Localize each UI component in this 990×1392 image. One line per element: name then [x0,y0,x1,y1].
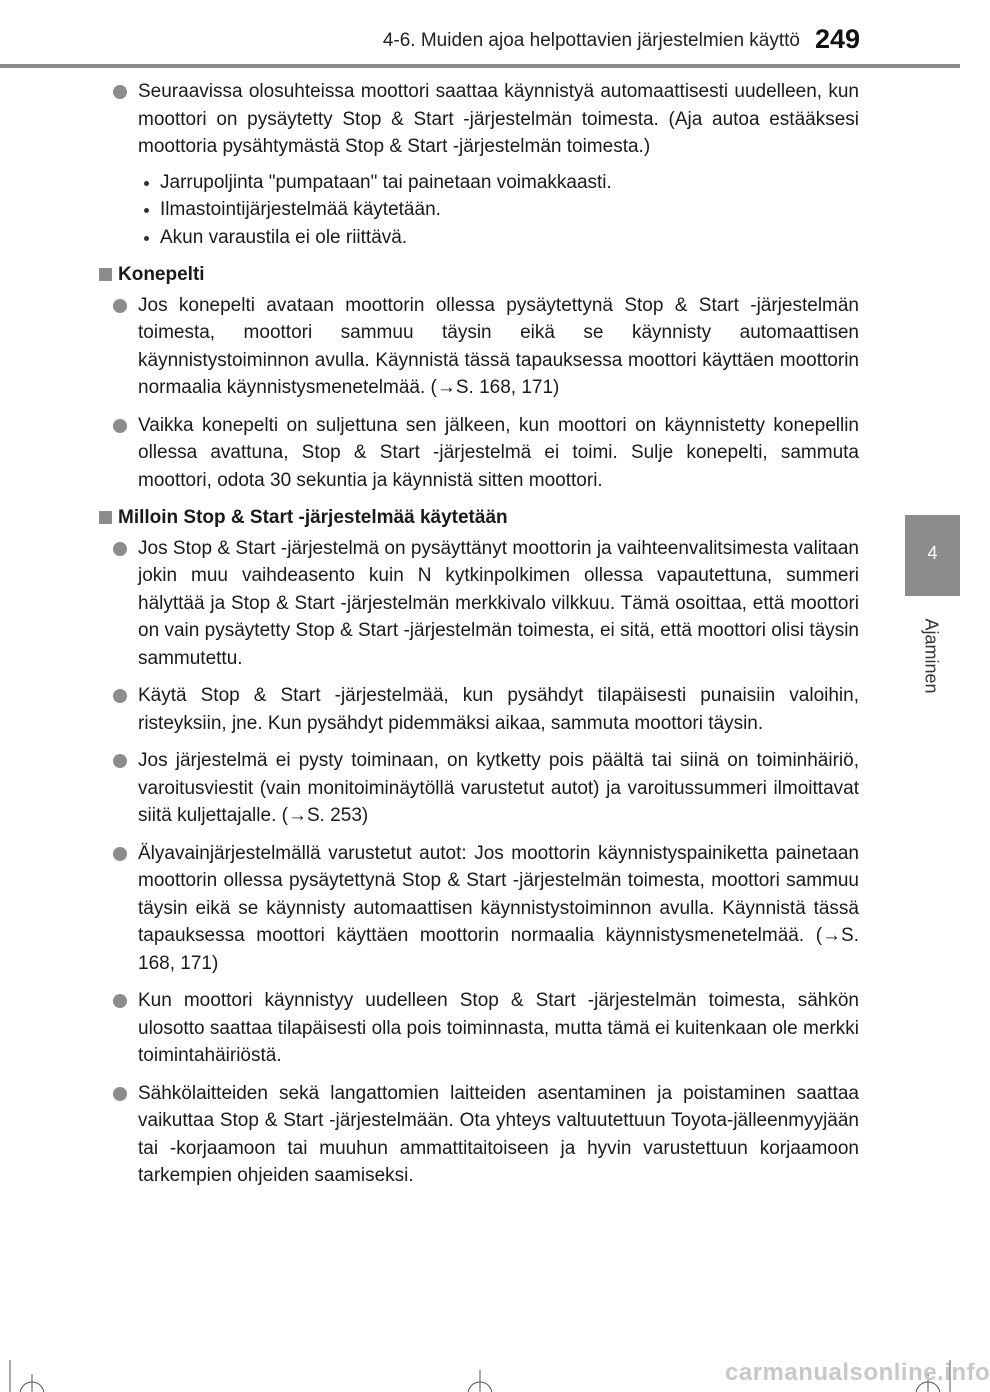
sub-item [142,169,960,197]
sub-bullet-icon [144,181,149,186]
sub-item [142,224,960,252]
list-item [112,412,859,495]
bullet-circle-icon [113,847,127,861]
chapter-label-text: Ajaminen [921,618,942,694]
sub-item [142,196,960,224]
watermark-text: carmanualsonline.info [725,1359,990,1386]
page-content [0,78,960,1200]
header-rule [0,64,960,68]
bullet-text: Jos järjestelmä ei pysty toiminaan, on kytketty pois päältä tai siinä on toiminhäiriö, varoitusviestit (vain monitoiminäytöllä varustetut autot) ja varoitussummeri ilmoittavat siitä kuljettajalle. (→S. 253) [138,750,859,826]
bullet-text: Käytä Stop & Start -järjestelmää, kun pysähdyt tilapäisesti punaisiin valoihin, risteyksiin, jne. Kun pysähdyt pidemmäksi aikaa, sammuta moottori täysin. [138,685,859,734]
bullet-circle-icon [113,754,127,768]
section-heading-usage [98,504,960,532]
bullet-text: Jos Stop & Start -järjestelmä on pysäyttänyt moottorin ja vaihteenvalitsimesta valitaan jokin muu vaihdeasento kuin N kytkinpolkimen ollessa vapautettuna, summeri hälyttää ja Stop & Start -järjestelmän merkkivalo vilkkuu. Tämä osoittaa, että moottori on vain pysäytetty Stop & Start -järjestelmän toimesta, ei sitä, että moottori olisi täysin sammutettu. [138,537,859,669]
list-item [112,747,859,830]
chapter-number: 4 [927,543,938,563]
bullet-circle-icon [113,419,127,433]
bullet-text: Seuraavissa olosuhteissa moottori saattaa käynnistyä automaattisesti uudelleen, kun moottori on pysäytetty Stop & Start -järjestelmän toimesta. (Aja autoa estääksesi moottoria pysähtymästä Stop & Start -järjestelmän toimesta.) [138,81,859,157]
crop-mark-left-icon [0,1360,60,1392]
intro-bullet [112,78,859,161]
bullet-text: Jos konepelti avataan moottorin ollessa pysäytettynä Stop & Start -järjestelmän toimesta, moottori sammuu täysin eikä se käynnisty automaattisen käynnistystoiminnon avulla. Käynnistä tässä tapauksessa moottori käyttäen moottorin normaalia käynnistysmenetelmää. (→S. 168, 171) [138,294,859,398]
list-item [112,840,859,978]
bullet-text: Vaikka konepelti on suljettuna sen jälkeen, kun moottori on käynnistetty konepellin ollessa avattuna, Stop & Start -järjestelmä ei toimi. Sulje konepelti, sammuta moottori, odota 30 sekuntia ja käynnistä sitten moottori. [138,414,859,491]
list-item [112,535,859,673]
bullet-circle-icon [113,689,127,703]
sub-item-text: Jarrupoljinta "pumpataan" tai painetaan voimakkaasti. [160,171,612,193]
intro-sub-list [142,169,960,252]
heading-square-icon [99,511,112,524]
sub-item-text: Ilmastointijärjestelmää käytetään. [160,199,441,220]
list-item [112,1080,859,1190]
bullet-text: Sähkölaitteiden sekä langattomien laitteiden asentaminen ja poistaminen saattaa vaikuttaa Stop & Start -järjestelmään. Ota yhteys valtuutettuun Toyota-jälleenmyyjään tai -korjaamoon tai muuhun ammattitaitoiseen ja hyvin varustettuun korjaamoon tarkempien ohjeiden saamiseksi. [138,1082,859,1186]
list-item [112,292,859,402]
bullet-circle-icon [113,85,127,99]
bullet-circle-icon [113,1087,127,1101]
section-heading-text: Milloin Stop & Start -järjestelmää käytetään [118,507,508,528]
bullet-text: Kun moottori käynnistyy uudelleen Stop & Start -järjestelmän toimesta, sähkön ulosotto saattaa tilapäisesti olla pois toiminnasta, mutta tämä ei kuitenkaan ole merkki toimintahäiriöstä. [138,990,859,1066]
heading-square-icon [99,268,112,281]
section-heading-konepelti [98,261,960,289]
list-item [112,987,859,1070]
bullet-circle-icon [113,299,127,313]
sub-bullet-icon [144,236,149,241]
crop-mark-center-icon [450,1360,510,1392]
bullet-circle-icon [113,994,127,1008]
running-header: 4-6. Muiden ajoa helpottavien järjestelmien käyttö [382,30,800,51]
sub-item-text: Akun varaustila ei ole riittävä. [160,226,408,248]
section-heading-text: Konepelti [118,264,205,285]
bullet-text: Älyavainjärjestelmällä varustetut autot: Jos moottorin käynnistyspainiketta painetaan moottorin ollessa pysäytettynä Stop & Start -järjestelmän toimesta, moottori sammuu täysin eikä se käynnisty automaattisen käynnistystoiminnon avulla. Käynnistä tässä tapauksessa moottori käyttäen moottorin normaalia käynnistysmenetelmää. (→S. 168, 171) [138,842,859,974]
page-number: 249 [815,24,861,54]
bullet-circle-icon [113,542,127,556]
sub-bullet-icon [144,208,149,213]
list-item [112,682,859,737]
